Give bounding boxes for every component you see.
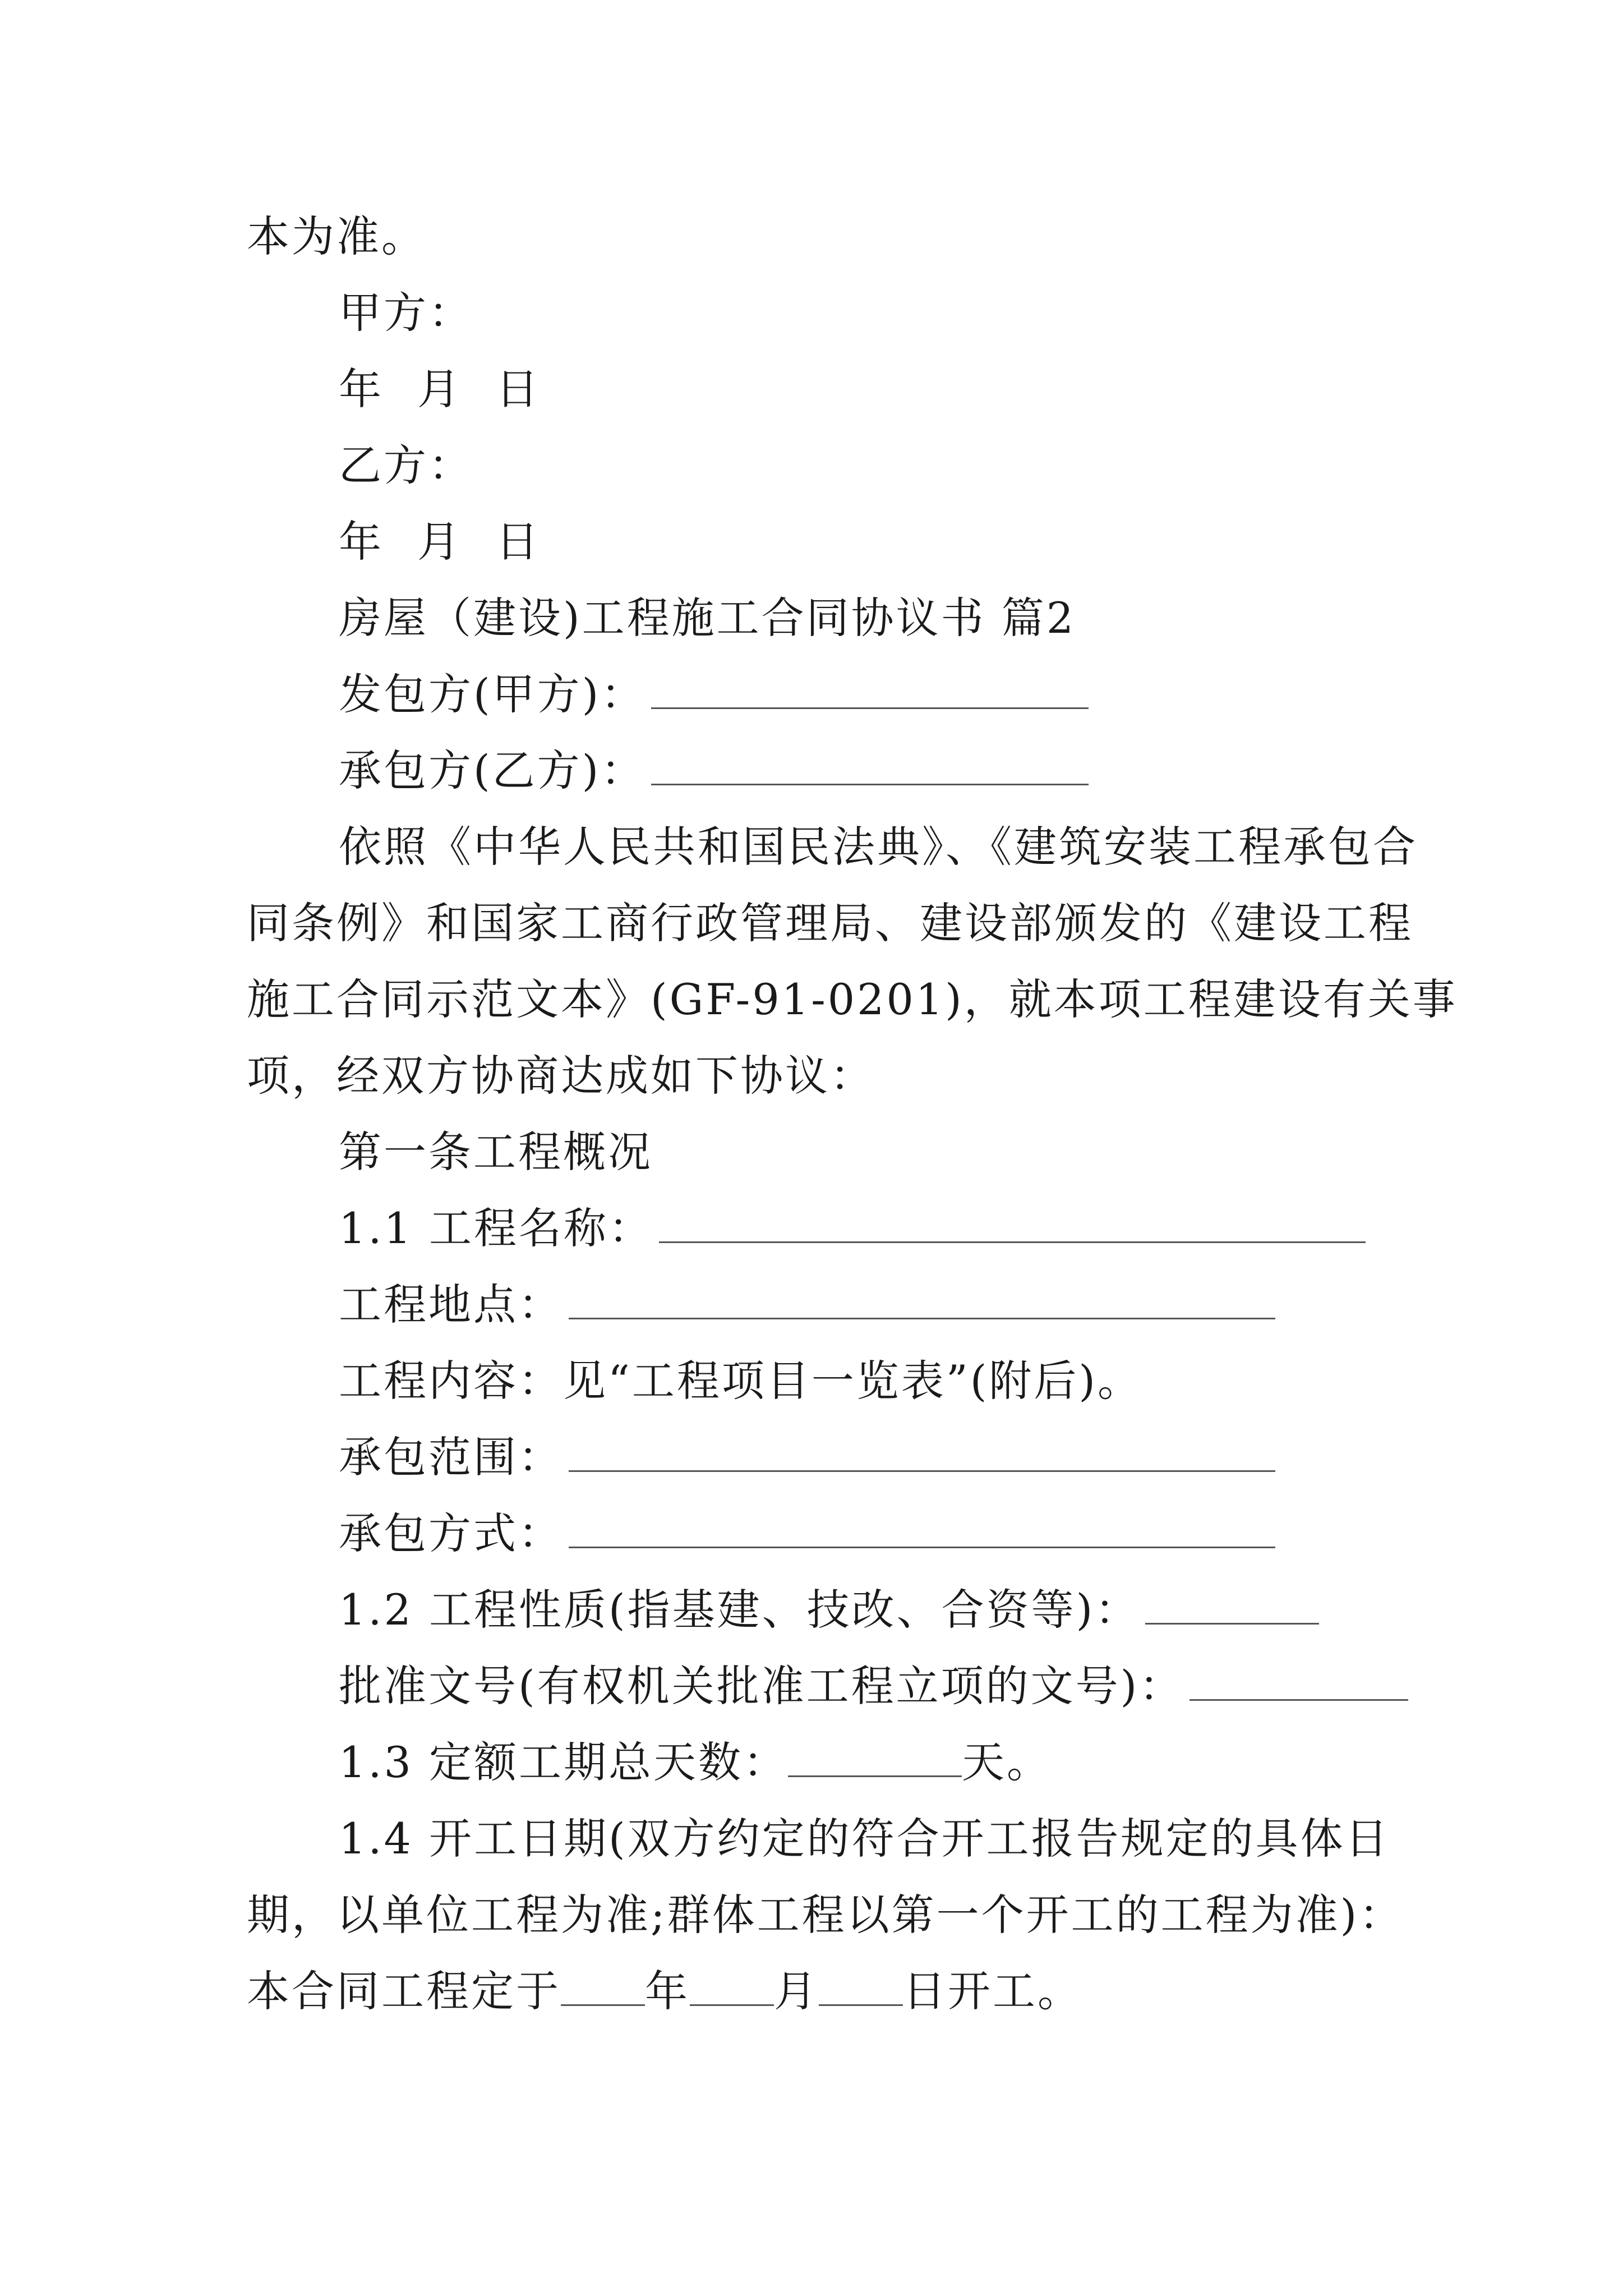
approval-number-blank <box>1189 1660 1408 1701</box>
project-name-blank <box>659 1202 1366 1243</box>
paragraph-line: 项，经双方协商达成如下协议： <box>247 1051 875 1101</box>
employer-line <box>339 666 1089 723</box>
contractor-line <box>339 743 1089 799</box>
start-date-label: 本合同工程定于 <box>247 1966 561 2016</box>
paragraph-line: 依照《中华人民共和国民法典》、《建筑安装工程承包合 <box>339 822 1418 872</box>
date-year: 年 <box>339 517 384 567</box>
project-site-blank <box>569 1278 1275 1319</box>
contract-scope-line <box>339 1429 1275 1485</box>
start-year-label: 年 <box>645 1966 690 2016</box>
start-date-line: 1.4 开工日期(双方约定的符合开工报告规定的具体日 <box>339 1814 1390 1864</box>
project-site-label: 工程地点： <box>339 1280 563 1329</box>
start-month-blank <box>690 1965 774 2006</box>
continuation-text: 本为准。 <box>247 211 426 261</box>
date-day: 日 <box>496 517 541 567</box>
project-name-line <box>339 1200 1366 1257</box>
paragraph-line: 施工合同示范文本》(GF-91-0201)，就本项工程建设有关事 <box>247 974 1458 1024</box>
start-date-fill-line <box>247 1963 1082 2019</box>
party-a-date <box>339 361 541 417</box>
duration-unit: 天。 <box>962 1737 1052 1787</box>
date-month: 月 <box>417 517 462 567</box>
employer-label: 发包方(甲方)： <box>339 669 646 719</box>
date-month: 月 <box>417 364 462 414</box>
project-name-label: 1.1 工程名称： <box>339 1203 654 1253</box>
approval-number-line <box>339 1658 1408 1714</box>
project-site-line <box>339 1277 1275 1333</box>
contract-scope-label: 承包范围： <box>339 1432 563 1482</box>
paragraph-line: 同条例》和国家工商行政管理局、建设部颁发的《建设工程 <box>247 898 1413 948</box>
approval-number-label: 批准文号(有权机关批准工程立项的文号)： <box>339 1661 1184 1711</box>
party-a-signature-label: 甲方： <box>339 288 473 338</box>
contract-mode-line <box>339 1506 1275 1562</box>
duration-label: 1.3 定额工期总天数： <box>339 1737 789 1787</box>
date-day: 日 <box>496 364 541 414</box>
contract-scope-blank <box>569 1431 1275 1472</box>
start-date-line: 期，以单位工程为准;群体工程以第一个开工的工程为准)： <box>247 1890 1404 1940</box>
duration-line <box>339 1734 1052 1791</box>
start-year-blank <box>561 1965 645 2006</box>
contract-mode-blank <box>569 1507 1275 1548</box>
project-nature-line <box>339 1582 1319 1638</box>
article-title: 第一条工程概况 <box>339 1127 653 1177</box>
contract-mode-label: 承包方式： <box>339 1508 563 1558</box>
start-month-label: 月 <box>774 1966 819 2016</box>
contractor-label: 承包方(乙方)： <box>339 746 646 795</box>
employer-blank <box>651 668 1089 709</box>
section-title: 房屋（建设)工程施工合同协议书 篇2 <box>339 593 1076 643</box>
project-nature-blank <box>1145 1584 1319 1625</box>
party-b-signature-label: 乙方： <box>339 440 473 490</box>
party-b-date <box>339 514 541 570</box>
contractor-blank <box>651 744 1089 785</box>
start-day-blank <box>819 1965 903 2006</box>
start-day-label: 日开工。 <box>903 1966 1082 2016</box>
project-content: 工程内容：见“工程项目一览表”(附后)。 <box>339 1356 1143 1406</box>
duration-blank <box>788 1736 962 1777</box>
date-year: 年 <box>339 364 384 414</box>
project-nature-label: 1.2 工程性质(指基建、技改、合资等)： <box>339 1585 1140 1635</box>
